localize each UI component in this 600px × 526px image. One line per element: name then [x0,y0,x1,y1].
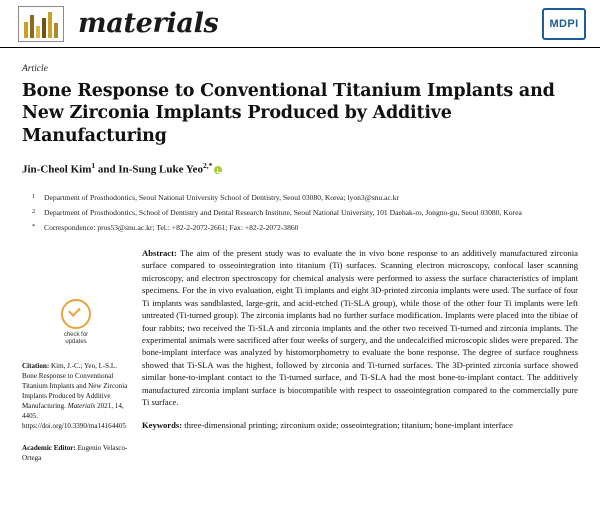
citation-doi[interactable]: 2021, 14, 4405. https://doi.org/10.3390/ma14164405 [22,402,126,431]
author-name-2: In-Sung Luke Yeo [118,163,203,176]
paper-content [0,48,600,463]
affiliation-number: 1 [32,193,36,201]
citation-text: Kim, J.-C.; Yeo, I.-S.L. Bone Response to Conventional Titanium Implants and New Zirconia Implants Produced by Additive Manufacturing. [22,361,128,411]
author-conjunction: and [95,163,119,176]
mdpi-logo: MDPI [542,8,586,40]
journal-cover-bars [24,12,58,41]
abstract-label: Abstract: [142,247,177,258]
academic-editor-name: Eugenio Velasco-Ortega [22,444,128,463]
journal-cover-icon [18,6,64,42]
author-list [22,161,578,176]
correspondence-text: Correspondence: pros53@snu.ac.kr; Tel.: +82-2-2072-2661; Fax: +82-2-2072-3860 [44,222,299,232]
sidebar-column [22,247,142,464]
keywords-section [142,419,578,431]
author-name-1: Jin-Cheol Kim [22,163,92,176]
keywords-label: Keywords: [142,419,183,430]
journal-masthead [0,0,600,48]
keywords-text: three-dimensional printing; zirconium oxide; osseointegration; titanium; bone-implant interface [182,419,513,430]
citation-block [22,361,130,431]
main-column [142,247,578,464]
affiliation-item [32,192,578,203]
orcid-icon[interactable] [214,166,222,174]
two-column-layout [22,247,578,464]
citation-label: Citation: [22,361,50,370]
check-mark-icon [61,299,91,329]
abstract-text: The aim of the present study was to evaluate the in vivo bone response to an additively manufactured zirconia surface compared to osseointegration into titanium (Ti) surfaces. Scanning electron microscopy, confocal laser scanning microscopy, and electron spectroscopy for chemical analysis were performed to assess the surface characteristics of implant specimens. For the in vivo evaluation, eight Ti implants and eight 3D-printed zirconia implants were used. The surface of four Ti implants was sandblasted, large-grit, and acid-etched (Ti-SLA group), while those of the other four Ti implants were left untreated (Ti-turned group). The zirconia implants had no further surface modification. Implants were placed into the tibiae of four rabbits; two received the Ti-SLA and zirconia implants and the other two received Ti-turned and zirconia implants. The experimental animals were sacrificed after four weeks of surgery, and the undecalcified microscopic slides were prepared. The bone-implant interface was analyzed by histomorphometry to evaluate the bone response. The degree of surface roughness showed that Ti-SLA was the highest, followed by zirconia and Ti-turned surfaces. The 3D-printed zirconia surface showed similar bone-to-implant contact to the Ti-turned surface, and Ti-SLA had the most bone-to-implant contact. The additively manufactured zirconia implant surface is biocompatible with respect to osseointegration compared to the commercially pure Ti surface. [142,247,578,408]
affiliation-list [32,192,578,233]
affiliation-item [32,207,578,218]
correspondence-marker: * [32,223,36,231]
check-for-updates-label-line1: check for [63,331,89,338]
citation-journal: Materials [65,402,96,411]
author-affiliation-marker-2: 2,* [202,161,213,171]
correspondence-item [32,222,578,233]
check-for-updates-badge[interactable] [22,299,130,347]
affiliation-number: 2 [32,208,36,216]
abstract-section [142,247,578,409]
check-for-updates-label-line2: updates [65,339,87,346]
article-type-label: Article [22,64,48,74]
journal-title: materials [78,8,219,39]
academic-editor-block [22,443,130,463]
academic-editor-label: Academic Editor: [22,444,76,453]
author-affiliation-marker-1: 1 [91,161,96,171]
page-title: Bone Response to Conventional Titanium Implants and New Zirconia Implants Produced by Additive Manufacturing [22,81,555,146]
affiliation-text: Department of Prosthodontics, School of Dentistry and Dental Research Institute, Seoul National University, 101 Daehak-ro, Jongno-gu, Seoul 03080, Korea [44,207,522,217]
affiliation-text: Department of Prosthodontics, Seoul National University School of Dentistry, Seoul 03080, Korea; lyon3@snu.ac.kr [44,192,400,202]
